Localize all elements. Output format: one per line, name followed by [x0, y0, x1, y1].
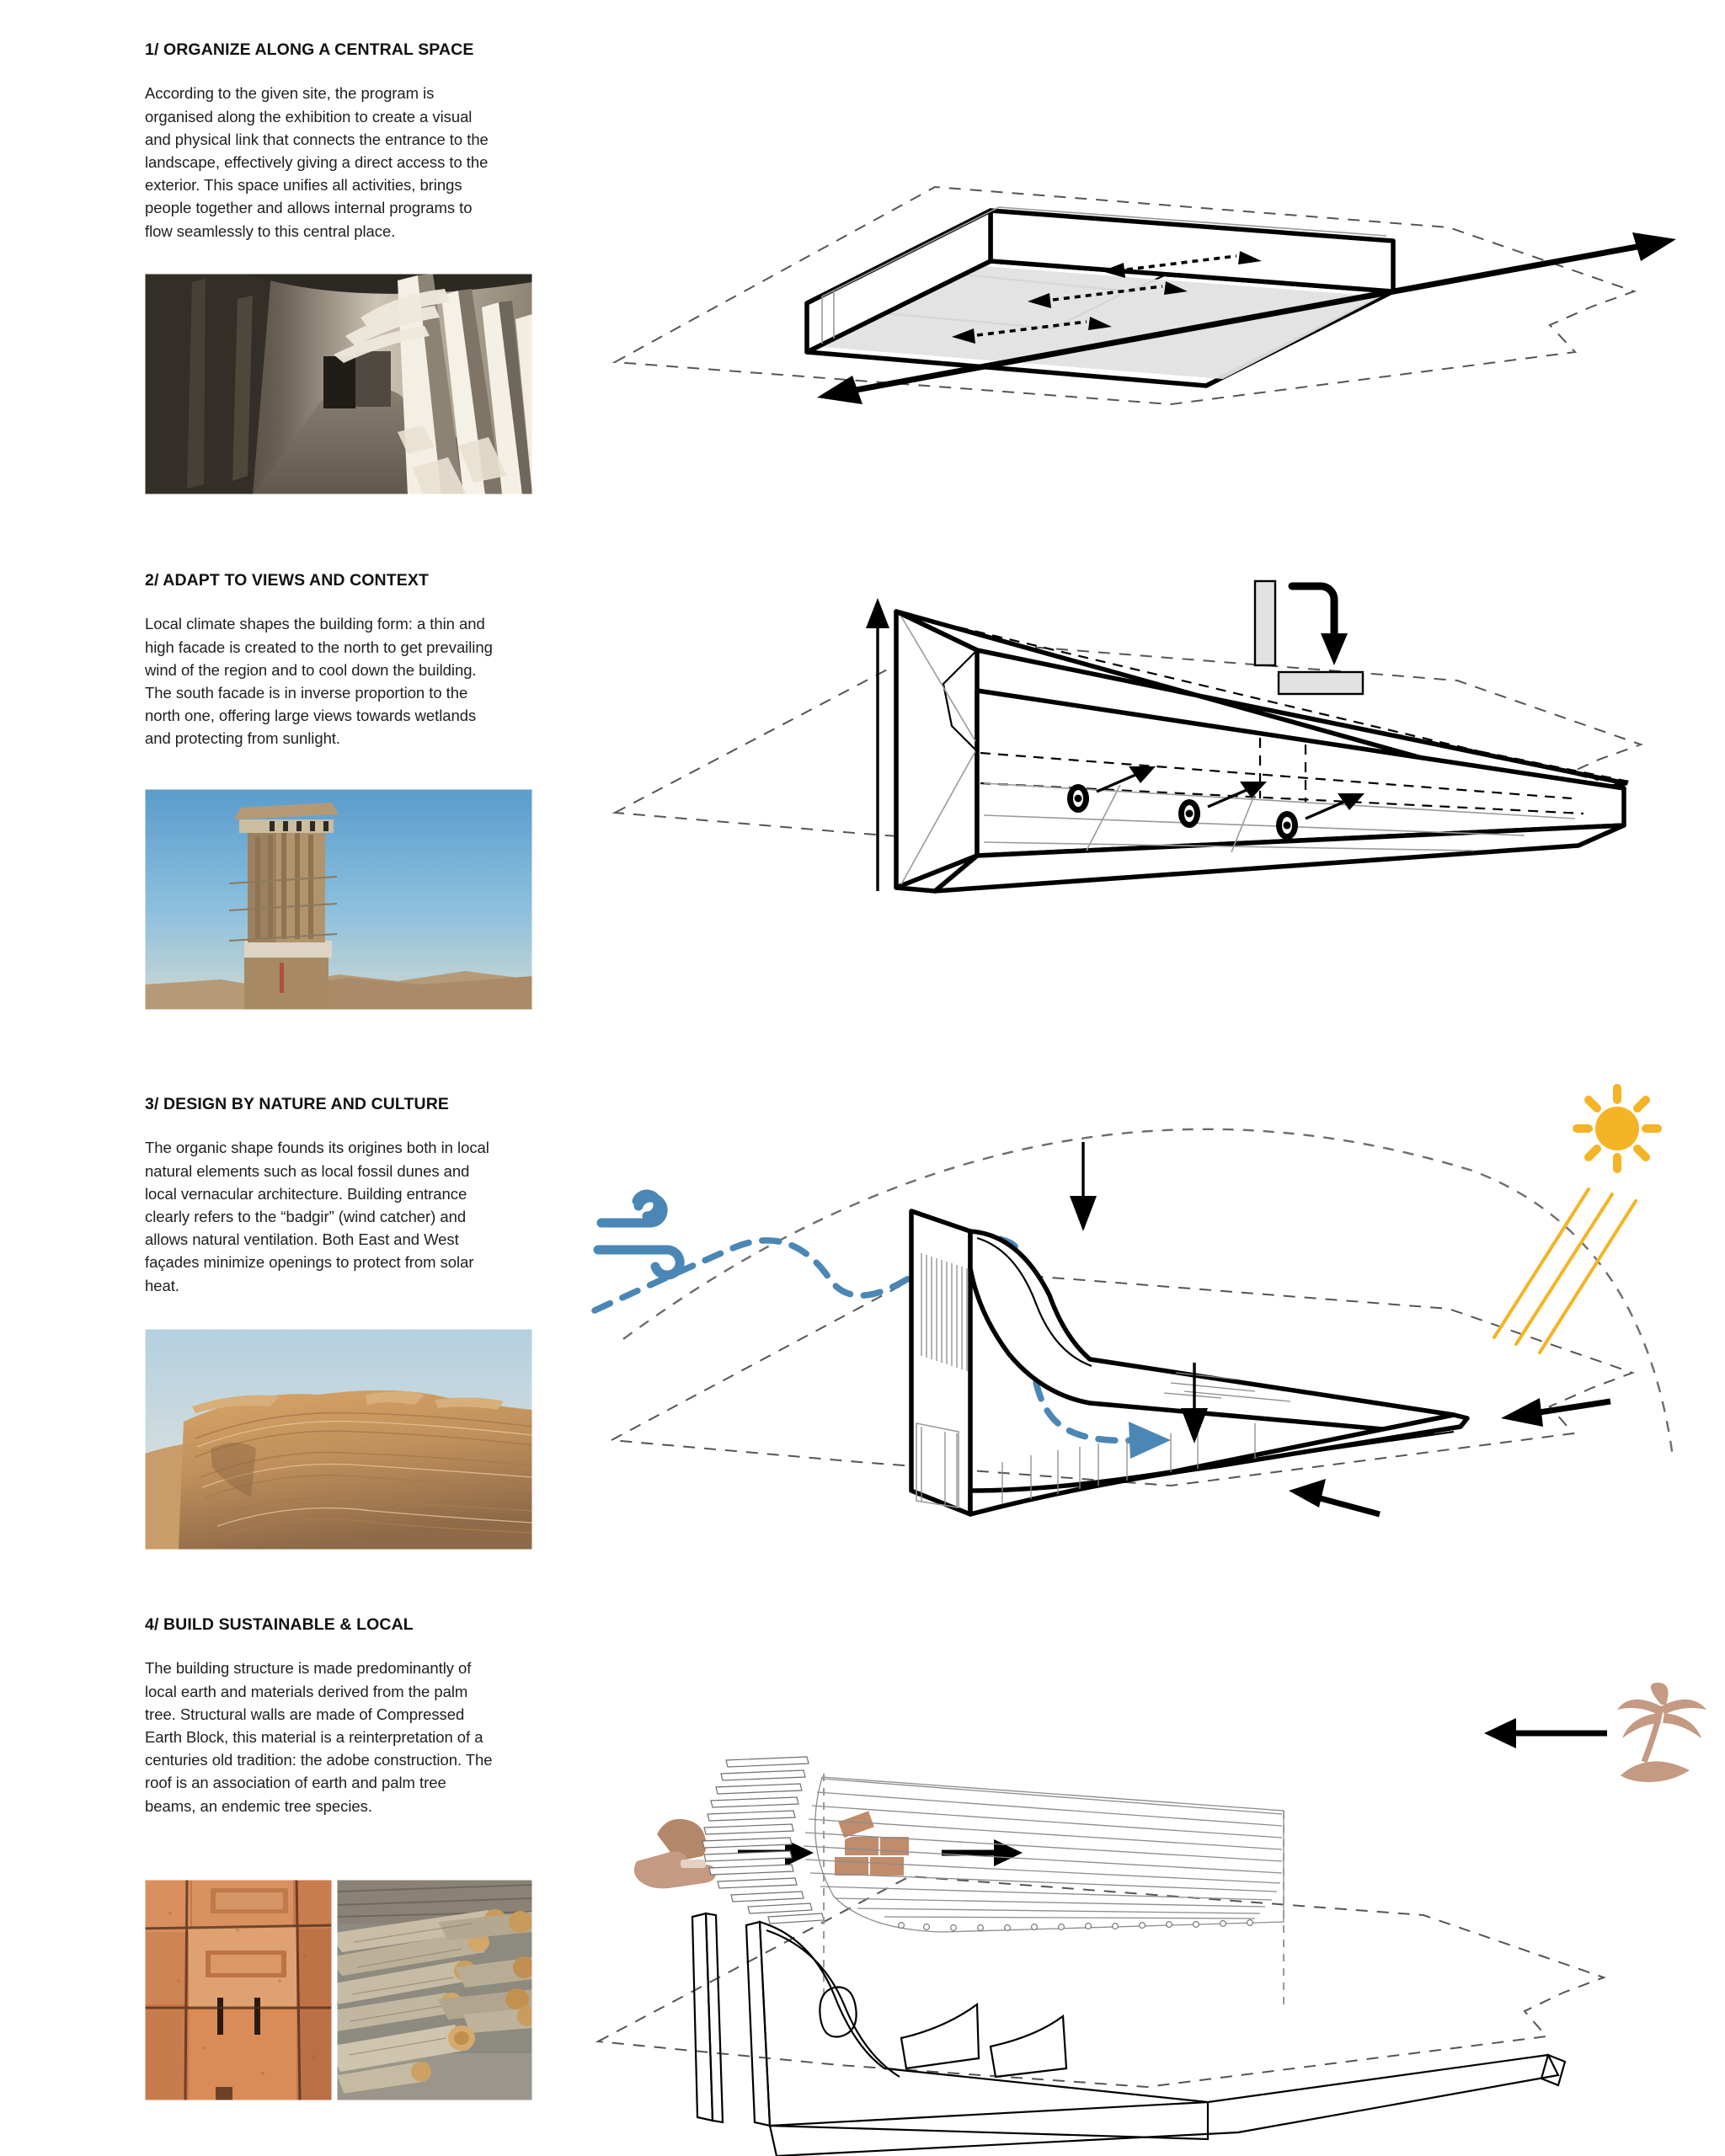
section-3-title: 3/ DESIGN BY NATURE AND CULTURE: [145, 1095, 449, 1113]
diagram-materials-assembly: [581, 1600, 1701, 2122]
roof-placement-arrow: [1484, 1718, 1607, 1748]
proportion-swap-icon: [1255, 581, 1363, 694]
section-4-title: 4/ BUILD SUSTAINABLE & LOCAL: [145, 1615, 414, 1634]
photo-badgir-windcatcher: [145, 789, 532, 1010]
section-1-text-column: [145, 40, 499, 243]
section-adapt-to-views-and-context: [0, 539, 1725, 1061]
diagram-wedge-views: [581, 573, 1701, 926]
section-3-body: The organic shape founds its origines both in local natural elements such as local fossil dunes and local vernacular architecture. Building entrance clearly refers to the “badgir” (wind catcher) and allows natural ventilation. Both East and West façades minimize openings to protect from solar heat.: [145, 1139, 489, 1294]
diagram-organic-form: [581, 1070, 1701, 1575]
palm-beam-roof: [702, 1757, 1284, 2011]
section-1-title: 1/ ORGANIZE ALONG A CENTRAL SPACE: [145, 40, 474, 59]
section-organize-along-central-space: [0, 0, 1725, 539]
palm-tree-icon: [1617, 1683, 1706, 1782]
sun-icon: [1577, 1088, 1658, 1169]
section-design-by-nature-and-culture: [0, 1061, 1725, 1583]
diagram-central-axis: [581, 126, 1701, 404]
photo-palm-logs: [337, 1880, 532, 2100]
sun-rays: [1494, 1189, 1636, 1353]
photo-vaulted-corridor: [145, 274, 532, 494]
photo-compressed-earth-blocks: [145, 1880, 332, 2100]
earth-in-hand-icon: [634, 1819, 716, 1889]
section-4-body: The building structure is made predominantly of local earth and materials derived from the palm tree. Structural walls are made of Compressed Earth Block, this material is a reinterpretation of a centuries old tradition: the adobe construction. The roof is an association of earth and palm tree beams, an endemic tree species.: [145, 1659, 493, 1815]
photo-fossil-dunes: [145, 1329, 532, 1550]
load-arrows: [1070, 1142, 1610, 1514]
section-1-body: According to the given site, the program is organised along the exhibition to create a visual and physical link that connects the entrance to the landscape, effectively giving a direct access to the exterior. This space unifies all activities, brings people together and allows internal programs to flow seamlessly to this central place.: [145, 84, 489, 240]
section-3-text-column: [145, 1095, 499, 1297]
section-build-sustainable-and-local: [0, 1583, 1725, 2156]
brick-masonry-icon: [834, 1810, 910, 1876]
section-2-title: 2/ ADAPT TO VIEWS AND CONTEXT: [145, 571, 429, 590]
section-2-text-column: [145, 571, 499, 750]
section-4-text-column: [145, 1615, 499, 1817]
section-2-body: Local climate shapes the building form: a thin and high facade is created to the north to get prevailing wind of the region and to cool down the building. The south facade is in inverse proportion to the north one, offering large views towards wetlands and protecting from sunlight.: [145, 615, 493, 748]
wind-icon: [598, 1194, 680, 1275]
